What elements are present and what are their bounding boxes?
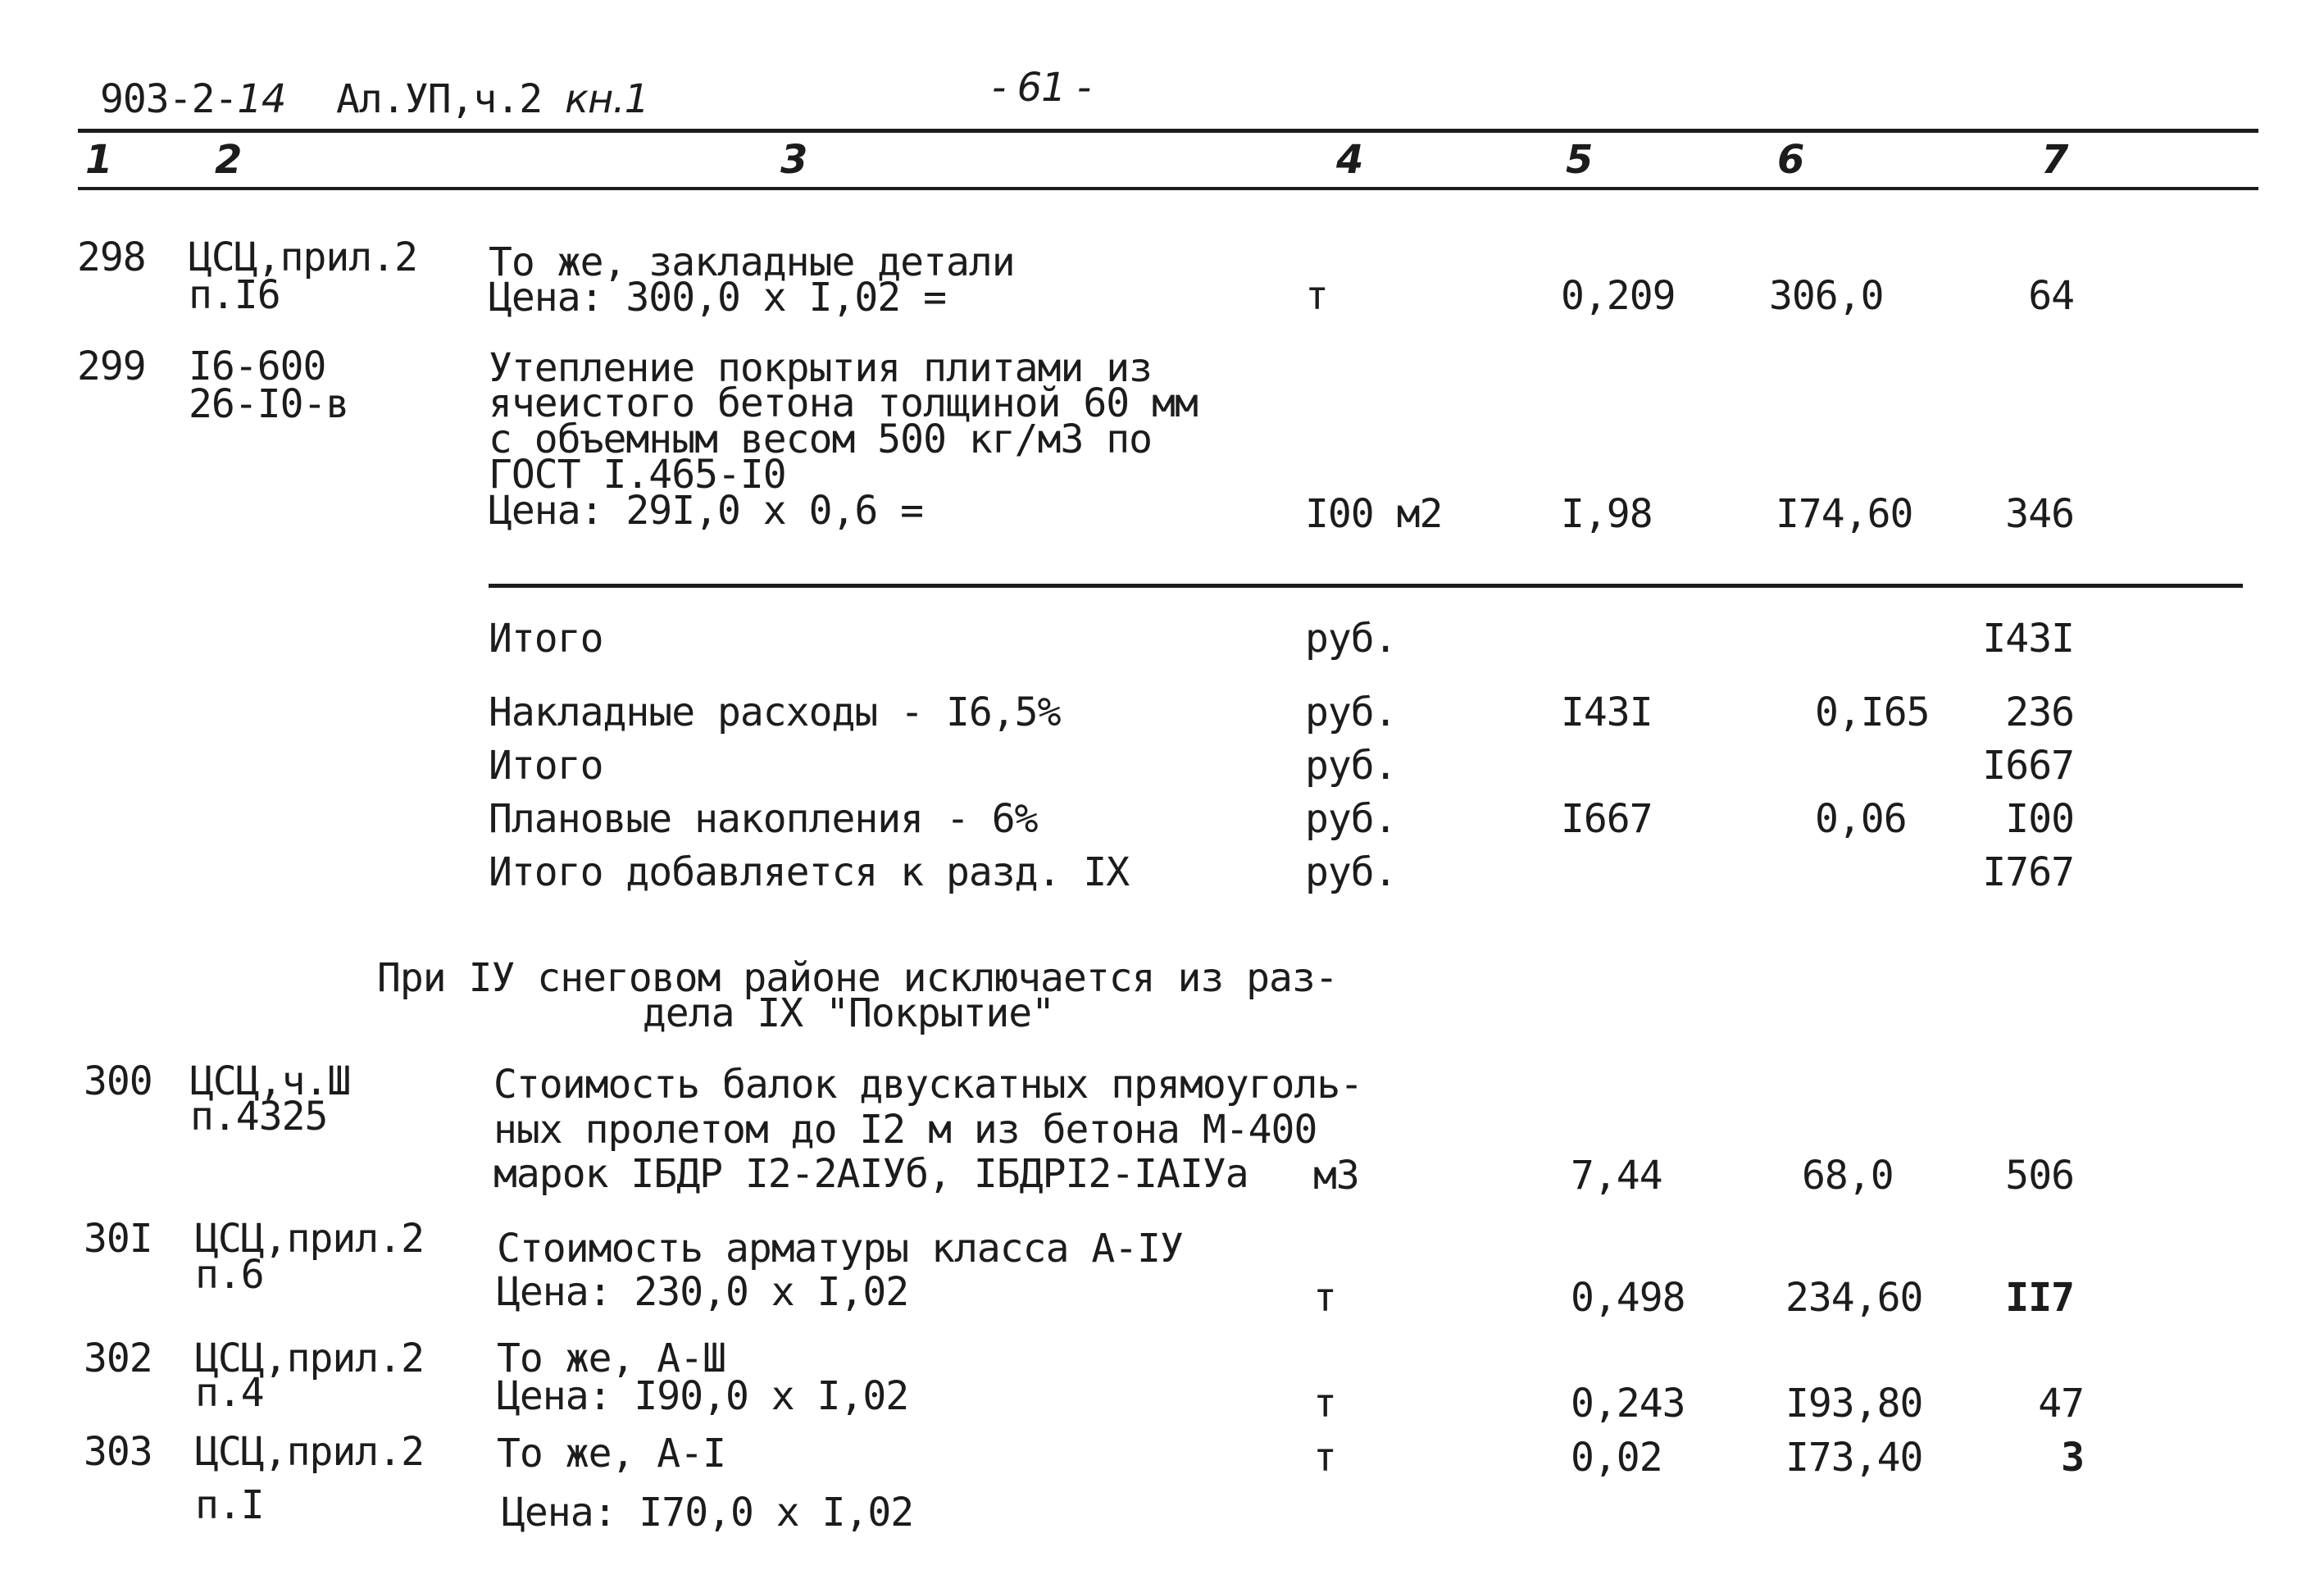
row-299-desc-4: ГОСТ I.465-I0	[489, 452, 786, 498]
row-302-qty: 0,243	[1571, 1381, 1685, 1426]
totals-4-total: I00	[2005, 796, 2074, 842]
totals-4-price: 0,06	[1815, 796, 1907, 842]
doc-code	[100, 76, 286, 122]
row-301-code-2: п.6	[195, 1252, 264, 1298]
row-298-num: 298	[77, 234, 146, 280]
row-299-unit: I00 м2	[1305, 491, 1443, 537]
row-303-code-1: ЦСЦ,прил.2	[195, 1429, 424, 1475]
row-301-qty: 0,498	[1571, 1275, 1685, 1321]
album-label: Ал.УП,ч.2	[336, 76, 543, 122]
totals-2-qty: I43I	[1561, 689, 1653, 735]
row-302-total: 47	[2038, 1381, 2084, 1426]
row-298-qty: 0,209	[1561, 273, 1676, 319]
header-bottom-rule	[78, 187, 2258, 190]
row-301-price: 234,60	[1785, 1275, 1923, 1321]
row-300-desc-3: марок IБДР I2-2АIУб, IБДРI2-IАIУа	[493, 1151, 1248, 1197]
totals-3-unit: руб.	[1305, 743, 1397, 789]
row-303-code-2: п.I	[195, 1482, 264, 1528]
row-303-unit: т	[1313, 1435, 1336, 1481]
row-303-desc-2: Цена: I70,0 х I,02	[502, 1490, 914, 1536]
row-301-code-1: ЦСЦ,прил.2	[195, 1216, 424, 1262]
row-300-price: 68,0	[1802, 1153, 1894, 1199]
totals-3-label: Итого	[489, 743, 603, 789]
row-301-total: II7	[2005, 1275, 2074, 1321]
row-302-price: I93,80	[1785, 1381, 1923, 1426]
row-303-price: I73,40	[1785, 1435, 1923, 1481]
row-301-num: 30I	[84, 1216, 152, 1262]
row-299-num: 299	[77, 344, 146, 389]
row-298-total: 64	[2028, 273, 2074, 319]
col-header-4: 4	[1336, 137, 1363, 183]
row-302-code-1: ЦСЦ,прил.2	[195, 1335, 424, 1381]
row-303-total: 3	[2061, 1435, 2084, 1481]
header-top-rule	[78, 129, 2258, 133]
col-header-7: 7	[2041, 137, 2068, 183]
row-299-desc-5: Цена: 29I,0 х 0,6 =	[489, 488, 924, 534]
row-300-num: 300	[84, 1058, 152, 1104]
row-299-qty: I,98	[1561, 491, 1653, 537]
totals-1-label: Итого	[489, 616, 603, 662]
totals-4-unit: руб.	[1305, 796, 1397, 842]
row-299-price: I74,60	[1776, 491, 1913, 537]
row-298-desc-2: Цена: 300,0 х I,02 =	[489, 275, 946, 321]
totals-5-label: Итого добавляется к разд. IX	[489, 849, 1130, 895]
row-302-num: 302	[84, 1335, 152, 1381]
totals-4-qty: I667	[1561, 796, 1653, 842]
snow-district-note-2: дела IX "Покрытие"	[642, 990, 1055, 1036]
row-300-code-1: ЦСЦ,ч.Ш	[190, 1058, 351, 1104]
row-298-code-1: ЦСЦ,прил.2	[189, 234, 417, 280]
totals-5-total: I767	[1982, 849, 2074, 895]
row-301-desc-1: Стоимость арматуры класса А-IУ	[497, 1226, 1183, 1272]
row-299-desc-2: ячеистого бетона толщиной 60 мм	[489, 380, 1198, 426]
row-298-price: 306,0	[1769, 273, 1884, 319]
totals-2-price: 0,I65	[1815, 689, 1930, 735]
col-header-1: 1	[85, 137, 112, 183]
album-ref	[336, 76, 649, 122]
row-302-desc-1: То же, А-Ш	[497, 1335, 725, 1381]
page-number: - 61 -	[992, 65, 1091, 111]
row-302-desc-2: Цена: I90,0 х I,02	[497, 1373, 909, 1419]
totals-2-total: 236	[2005, 689, 2074, 735]
row-300-code-2: п.4325	[190, 1094, 328, 1140]
row-300-desc-1: Стоимость балок двускатных прямоуголь-	[493, 1062, 1363, 1108]
row-299-code-1: I6-600	[189, 344, 326, 389]
totals-5-unit: руб.	[1305, 849, 1397, 895]
col-header-5: 5	[1566, 137, 1593, 183]
col-header-3: 3	[780, 137, 807, 183]
row-300-total: 506	[2005, 1153, 2074, 1199]
doc-code-handwritten: 14	[237, 76, 286, 122]
subtotal-rule	[489, 584, 2243, 588]
totals-3-total: I667	[1982, 743, 2074, 789]
col-header-2: 2	[215, 137, 242, 183]
row-303-qty: 0,02	[1571, 1435, 1662, 1481]
row-303-desc-1: То же, А-I	[497, 1431, 725, 1477]
snow-district-note-1: При IУ снеговом районе исключается из раз-	[377, 955, 1338, 1001]
row-298-unit: т	[1305, 273, 1328, 319]
row-300-unit: м3	[1313, 1153, 1359, 1199]
doc-code-printed: 903-2-	[100, 76, 238, 122]
totals-1-total: I43I	[1982, 616, 2074, 662]
row-302-code-2: п.4	[195, 1370, 264, 1416]
row-299-code-2: 26-I0-в	[189, 381, 349, 427]
totals-2-unit: руб.	[1305, 689, 1397, 735]
book-label: кн.1	[565, 76, 649, 122]
totals-4-label: Плановые накопления - 6%	[489, 796, 1038, 842]
totals-1-unit: руб.	[1305, 616, 1397, 662]
row-301-unit: т	[1313, 1275, 1336, 1321]
row-302-unit: т	[1313, 1381, 1336, 1426]
row-299-desc-1: Утепление покрытия плитами из	[489, 345, 1153, 391]
row-298-desc-1: То же, закладные детали	[489, 239, 1015, 285]
row-298-code-2: п.I6	[189, 272, 280, 318]
col-header-6: 6	[1777, 137, 1804, 183]
row-299-desc-3: с объемным весом 500 кг/м3 по	[489, 416, 1153, 462]
row-301-desc-2: Цена: 230,0 х I,02	[497, 1269, 909, 1315]
row-300-qty: 7,44	[1571, 1153, 1662, 1199]
totals-2-label: Накладные расходы - I6,5%	[489, 689, 1061, 735]
row-300-desc-2: ных пролетом до I2 м из бетона М-400	[493, 1107, 1317, 1153]
row-303-num: 303	[84, 1429, 152, 1475]
row-299-total: 346	[2005, 491, 2074, 537]
